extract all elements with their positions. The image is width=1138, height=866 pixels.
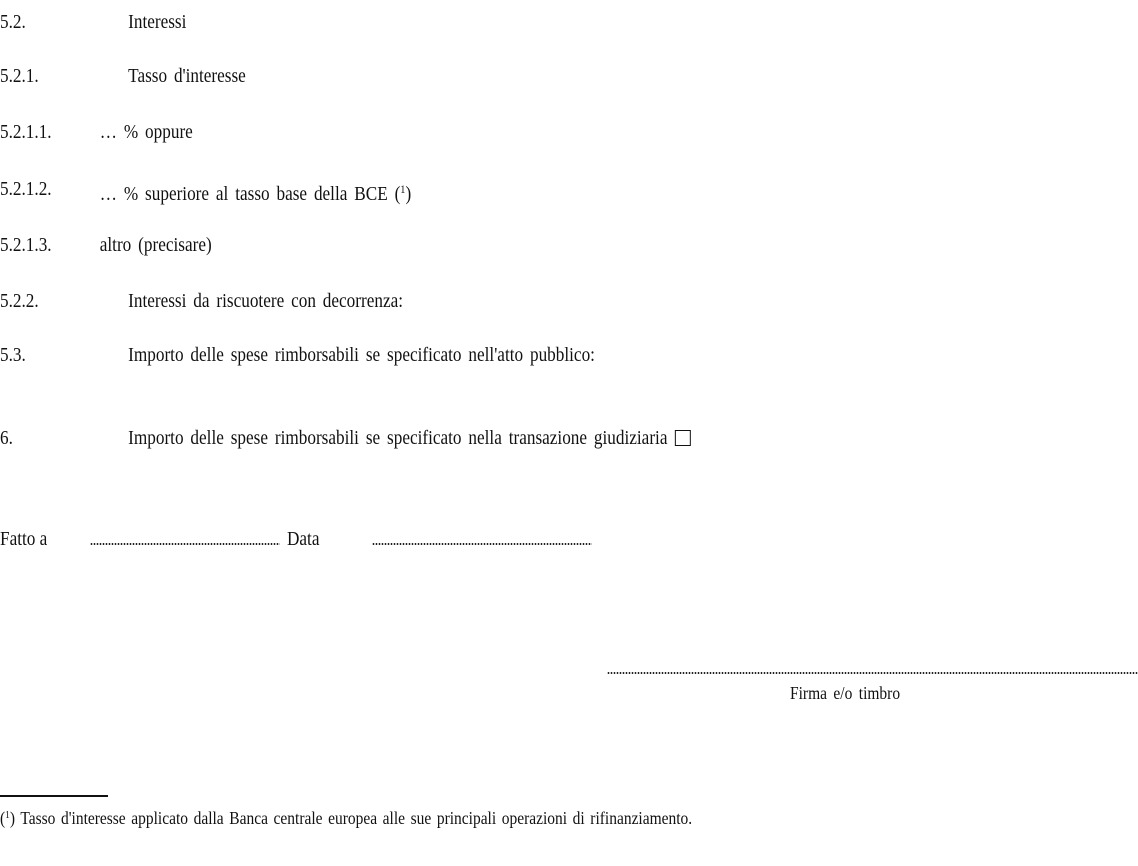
item-text: Importo delle spese rimborsabili se specificato nella transazione giudiziaria xyxy=(128,427,668,449)
footnote-open-paren: ( xyxy=(0,808,6,828)
item-text-close: ) xyxy=(405,183,412,205)
place-label: Fatto a xyxy=(0,528,48,550)
item-text: … % superiore al tasso base della BCE ( xyxy=(99,183,401,205)
checkbox[interactable] xyxy=(675,430,691,446)
item-text: … % oppure xyxy=(99,121,193,143)
date-label: Data xyxy=(287,528,320,550)
item-text: altro (precisare) xyxy=(99,234,212,256)
footnote-divider xyxy=(0,795,108,797)
signature-field[interactable] xyxy=(607,672,1138,674)
item-text: Importo delle spese rimborsabili se specificato nell'atto pubblico: xyxy=(128,344,595,366)
date-field[interactable] xyxy=(372,543,592,545)
item-number: 5.2.1.3. xyxy=(0,234,52,256)
item-number: 5.2.1. xyxy=(0,65,39,87)
item-text: Interessi xyxy=(128,11,187,33)
item-number: 5.2. xyxy=(0,11,26,33)
item-text: Interessi da riscuotere con decorrenza: xyxy=(128,290,404,312)
item-text: Tasso d'interesse xyxy=(128,65,246,87)
footnote-text: Tasso d'interesse applicato dalla Banca centrale europea alle sue principali operazioni di rifinanziamento. xyxy=(20,808,693,828)
place-field[interactable] xyxy=(90,543,280,545)
signature-label: Firma e/o timbro xyxy=(790,683,901,703)
item-text-wrapper xyxy=(100,177,411,206)
footnote-number: 1 xyxy=(5,809,10,821)
item-number: 6. xyxy=(0,427,13,449)
item-number: 5.2.2. xyxy=(0,290,39,312)
footnote xyxy=(0,804,692,829)
item-number: 5.3. xyxy=(0,344,26,366)
item-text-wrapper xyxy=(128,426,690,450)
item-number: 5.2.1.1. xyxy=(0,121,52,143)
footnote-close-paren: ) xyxy=(9,808,16,828)
footnote-ref[interactable]: 1 xyxy=(400,182,406,196)
item-number: 5.2.1.2. xyxy=(0,178,52,200)
